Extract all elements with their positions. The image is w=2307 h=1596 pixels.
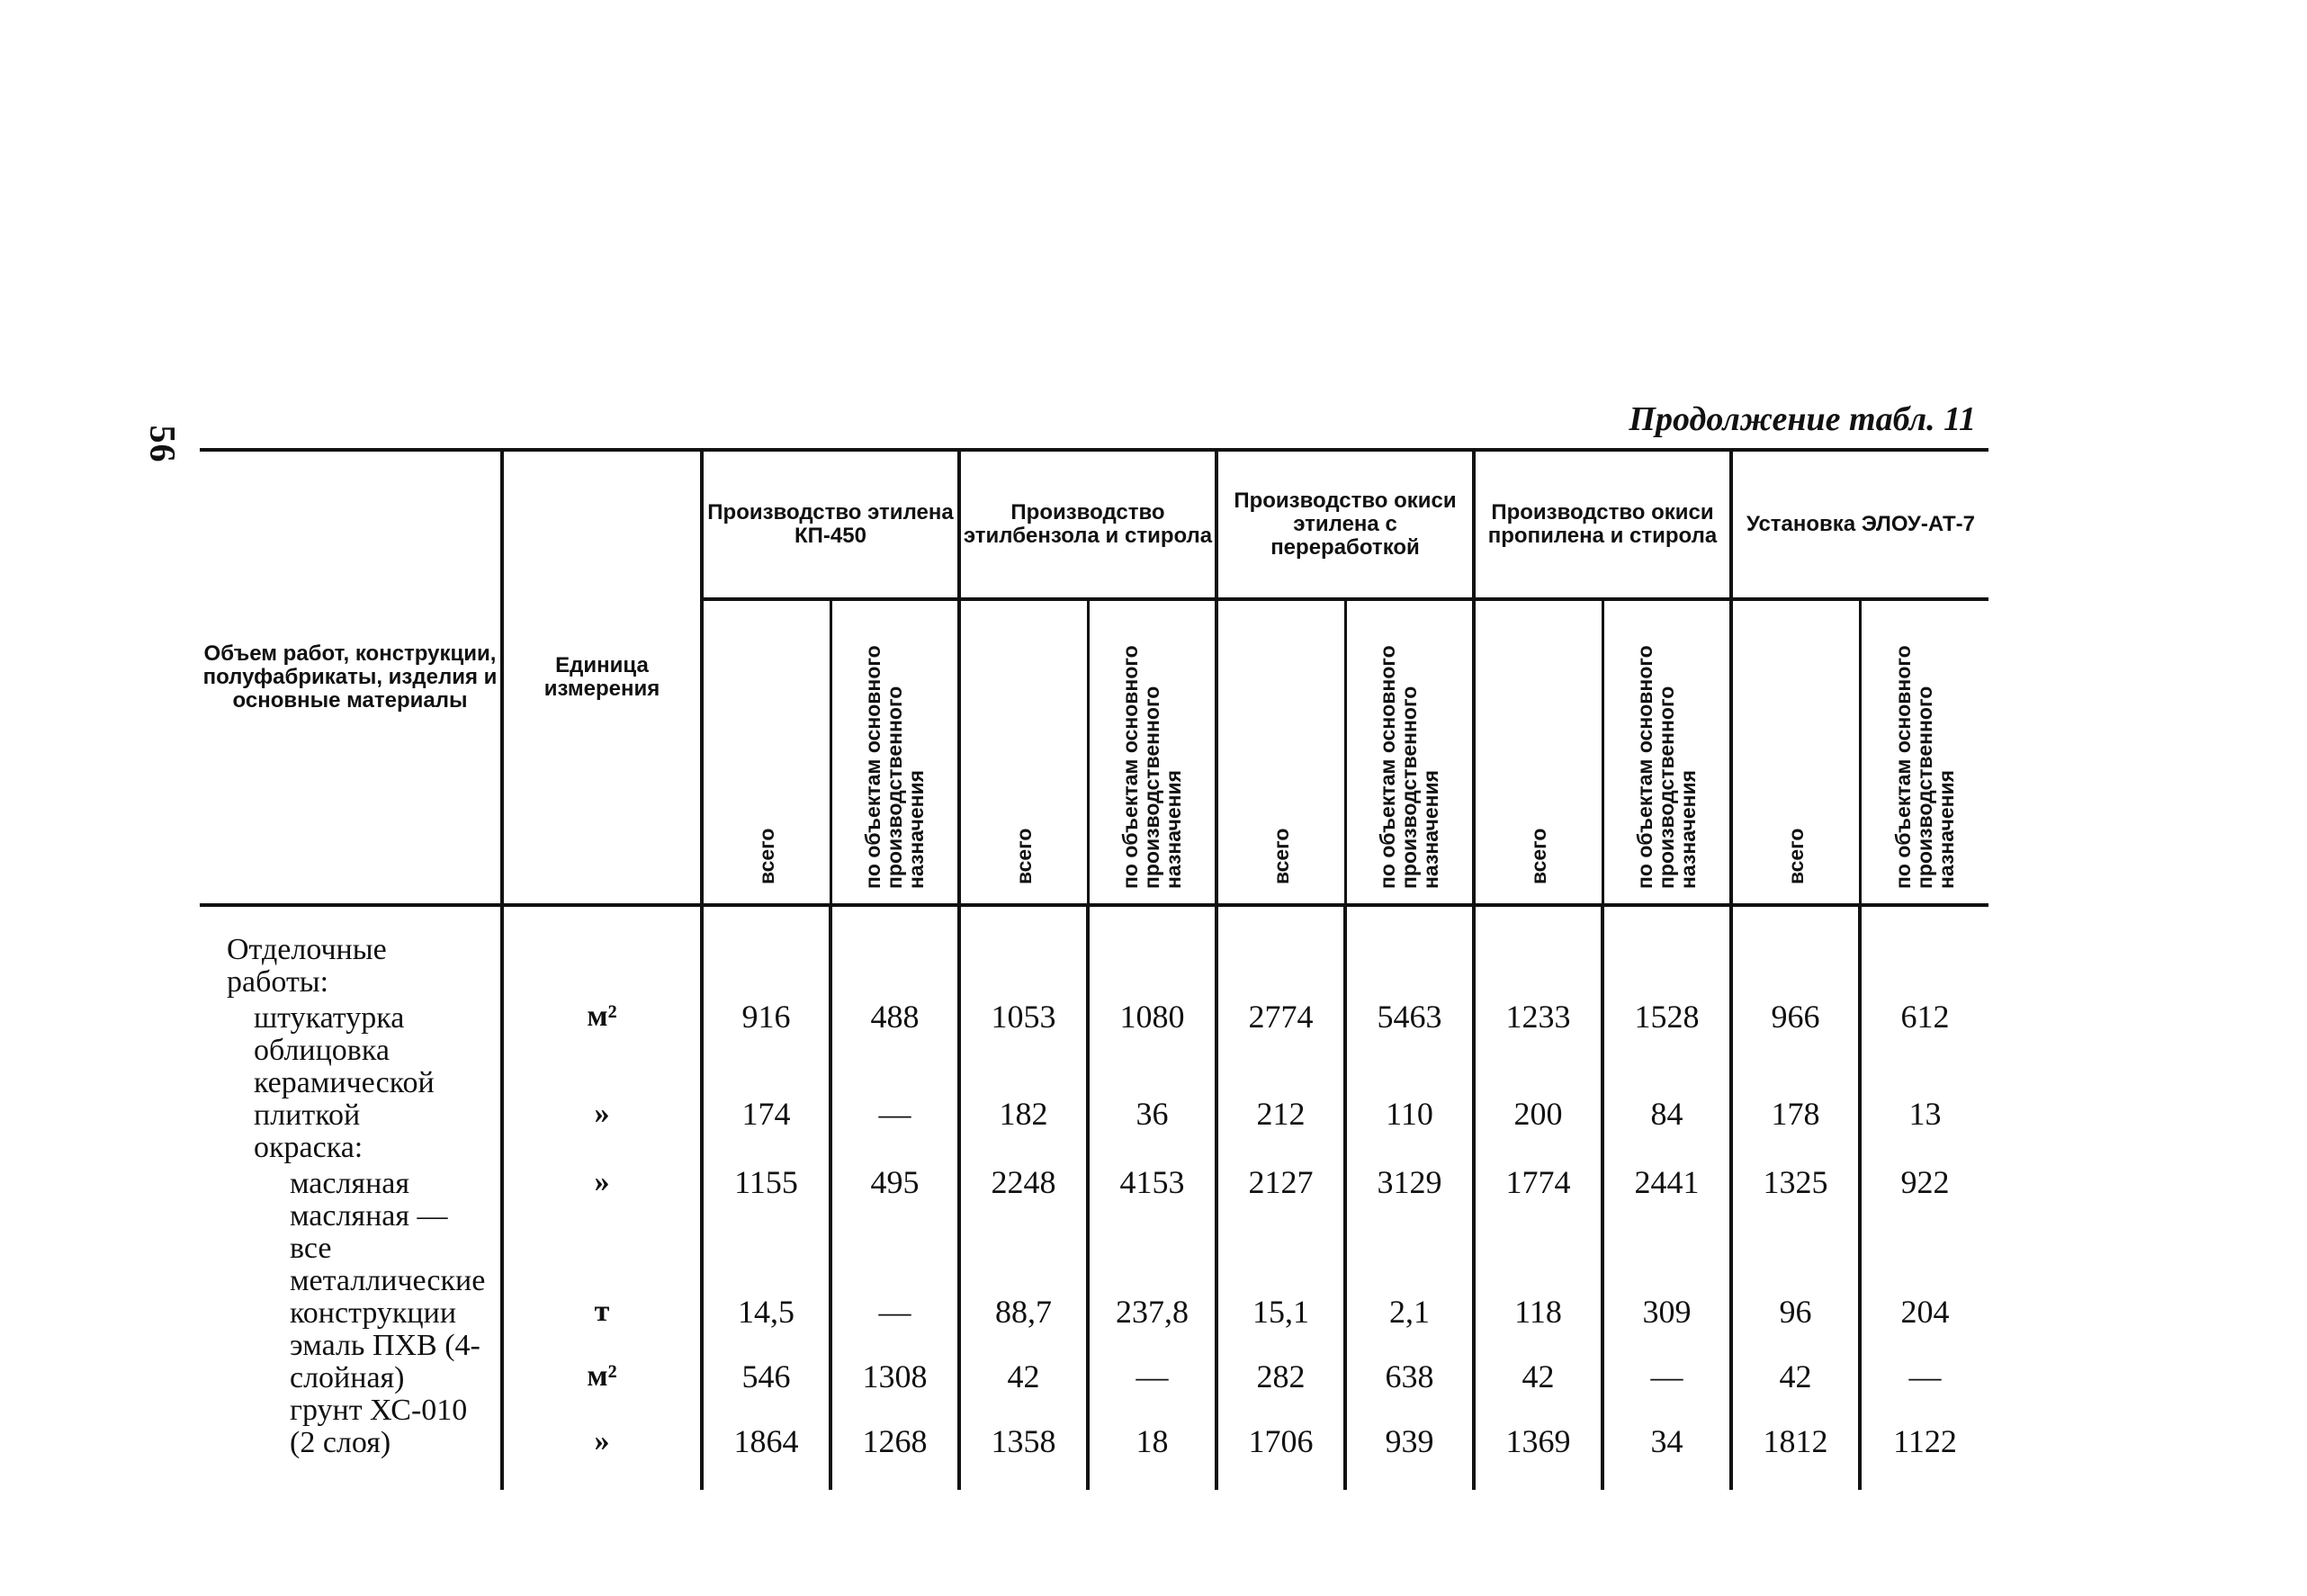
value-total: 2774 — [1216, 999, 1345, 1035]
subheader-main-objects: по объектам основного производственного назначения — [1345, 599, 1474, 905]
value-main-objects — [1602, 905, 1731, 999]
value-total: 1774 — [1474, 1164, 1602, 1200]
value-main-objects: 612 — [1860, 999, 1988, 1035]
value-main-objects — [1860, 905, 1988, 999]
value-total: 546 — [702, 1330, 830, 1394]
table-row — [200, 1132, 1988, 1164]
value-main-objects: — — [1602, 1330, 1731, 1394]
value-total: 96 — [1731, 1200, 1860, 1330]
value-main-objects: 939 — [1345, 1394, 1474, 1490]
value-total: 1233 — [1474, 999, 1602, 1035]
value-main-objects — [1088, 1132, 1216, 1164]
row-unit: » — [502, 1394, 702, 1490]
subheader-total: всего — [959, 599, 1088, 905]
table-continuation-label: Продолжение табл. 11 — [1629, 400, 1976, 438]
value-total: 916 — [702, 999, 830, 1035]
row-unit: т — [502, 1200, 702, 1330]
value-total: 182 — [959, 1035, 1088, 1132]
table-header — [200, 450, 1988, 905]
value-main-objects: 488 — [830, 999, 959, 1035]
value-main-objects: — — [1088, 1330, 1216, 1394]
value-total: 1358 — [959, 1394, 1088, 1490]
value-main-objects: 1308 — [830, 1330, 959, 1394]
row-unit: » — [502, 1035, 702, 1132]
header-group-propylene-oxide: Производство окиси пропилена и стирола — [1474, 450, 1731, 599]
value-main-objects: 309 — [1602, 1200, 1731, 1330]
value-main-objects: 4153 — [1088, 1164, 1216, 1200]
value-main-objects — [1345, 1132, 1474, 1164]
row-unit: » — [502, 1164, 702, 1200]
row-name: масляная — [290, 1167, 409, 1200]
value-total: 1325 — [1731, 1164, 1860, 1200]
value-total: 42 — [959, 1330, 1088, 1394]
value-main-objects: 5463 — [1345, 999, 1474, 1035]
value-main-objects — [830, 1132, 959, 1164]
header-group-ethylene: Производство этилена КП-450 — [702, 450, 959, 599]
value-total — [1216, 1132, 1345, 1164]
value-main-objects: 84 — [1602, 1035, 1731, 1132]
table-row — [200, 1200, 1988, 1330]
subheader-total: всего — [1216, 599, 1345, 905]
materials-table — [200, 448, 1988, 1490]
value-total — [1474, 905, 1602, 999]
row-unit — [502, 1132, 702, 1164]
value-total — [959, 1132, 1088, 1164]
value-total: 42 — [1474, 1330, 1602, 1394]
row-name-cell — [200, 1200, 502, 1330]
value-main-objects: 3129 — [1345, 1164, 1474, 1200]
value-main-objects: 34 — [1602, 1394, 1731, 1490]
header-group-ethylbenzene: Производство этилбензола и стирола — [959, 450, 1216, 599]
value-main-objects: 204 — [1860, 1200, 1988, 1330]
row-unit: м² — [502, 1330, 702, 1394]
table-row — [200, 1394, 1988, 1490]
value-total: 2127 — [1216, 1164, 1345, 1200]
value-total: 42 — [1731, 1330, 1860, 1394]
subheader-total: всего — [1731, 599, 1860, 905]
value-total: 178 — [1731, 1035, 1860, 1132]
row-name-cell — [200, 1132, 502, 1164]
value-total: 2248 — [959, 1164, 1088, 1200]
row-name-cell — [200, 1394, 502, 1490]
value-main-objects — [1345, 905, 1474, 999]
value-main-objects: 922 — [1860, 1164, 1988, 1200]
value-main-objects: 18 — [1088, 1394, 1216, 1490]
row-name: Отделочные работы: — [227, 933, 387, 999]
table-row — [200, 905, 1988, 999]
table-row — [200, 999, 1988, 1035]
row-name: грунт ХС-010 (2 слоя) — [290, 1394, 468, 1459]
table-row — [200, 1164, 1988, 1200]
value-main-objects — [1860, 1132, 1988, 1164]
value-main-objects: 1080 — [1088, 999, 1216, 1035]
row-name-cell — [200, 999, 502, 1035]
value-total — [1216, 905, 1345, 999]
header-unit: Единица измерения — [502, 450, 702, 905]
subheader-total: всего — [1474, 599, 1602, 905]
value-main-objects: 110 — [1345, 1035, 1474, 1132]
subheader-main-objects: по объектам основного производственного назначения — [1088, 599, 1216, 905]
subheader-total: всего — [702, 599, 830, 905]
row-name: облицовка керамической плиткой — [254, 1034, 435, 1132]
value-main-objects: 237,8 — [1088, 1200, 1216, 1330]
value-total: 200 — [1474, 1035, 1602, 1132]
value-total: 15,1 — [1216, 1200, 1345, 1330]
value-main-objects — [1602, 1132, 1731, 1164]
value-total: 966 — [1731, 999, 1860, 1035]
page-number: 56 — [142, 425, 184, 463]
row-name-cell — [200, 1035, 502, 1132]
value-total: 118 — [1474, 1200, 1602, 1330]
subheader-main-objects: по объектам основного производственного назначения — [1602, 599, 1731, 905]
row-name: штукатурка — [254, 1001, 405, 1035]
value-total: 282 — [1216, 1330, 1345, 1394]
value-total — [1731, 905, 1860, 999]
value-total: 1812 — [1731, 1394, 1860, 1490]
value-main-objects: 1122 — [1860, 1394, 1988, 1490]
value-total: 1369 — [1474, 1394, 1602, 1490]
subheader-main-objects: по объектам основного производственного назначения — [830, 599, 959, 905]
row-name-cell — [200, 905, 502, 999]
value-total: 1864 — [702, 1394, 830, 1490]
row-unit — [502, 905, 702, 999]
row-unit: м² — [502, 999, 702, 1035]
table-row — [200, 1330, 1988, 1394]
row-name-cell — [200, 1330, 502, 1394]
row-name: окраска: — [254, 1131, 364, 1164]
value-main-objects — [1088, 905, 1216, 999]
value-total: 1706 — [1216, 1394, 1345, 1490]
value-main-objects: 2,1 — [1345, 1200, 1474, 1330]
row-name: масляная — все металлические конструкции — [290, 1199, 486, 1330]
value-main-objects: 1528 — [1602, 999, 1731, 1035]
value-total: 1155 — [702, 1164, 830, 1200]
header-group-elou: Установка ЭЛОУ-АТ-7 — [1731, 450, 1988, 599]
subheader-main-objects: по объектам основного производственного назначения — [1860, 599, 1988, 905]
value-total: 88,7 — [959, 1200, 1088, 1330]
value-main-objects: — — [830, 1035, 959, 1132]
value-total — [702, 905, 830, 999]
value-main-objects: 36 — [1088, 1035, 1216, 1132]
value-total — [702, 1132, 830, 1164]
row-name-cell — [200, 1164, 502, 1200]
row-name: эмаль ПХВ (4-слойная) — [290, 1329, 480, 1394]
value-total — [1731, 1132, 1860, 1164]
value-main-objects: 638 — [1345, 1330, 1474, 1394]
value-main-objects: 495 — [830, 1164, 959, 1200]
value-total: 212 — [1216, 1035, 1345, 1132]
value-main-objects: 2441 — [1602, 1164, 1731, 1200]
value-main-objects — [830, 905, 959, 999]
table-body — [200, 905, 1988, 1490]
value-main-objects: 1268 — [830, 1394, 959, 1490]
header-group-ethylene-oxide: Производство окиси этилена с переработкой — [1216, 450, 1474, 599]
value-total: 14,5 — [702, 1200, 830, 1330]
value-total: 1053 — [959, 999, 1088, 1035]
value-total: 174 — [702, 1035, 830, 1132]
value-main-objects: 13 — [1860, 1035, 1988, 1132]
value-main-objects: — — [830, 1200, 959, 1330]
value-total — [1474, 1132, 1602, 1164]
value-total — [959, 905, 1088, 999]
value-main-objects: — — [1860, 1330, 1988, 1394]
header-work-volume: Объем работ, конструкции, полуфабрикаты, изделия и основные материалы — [200, 450, 502, 905]
table-row — [200, 1035, 1988, 1132]
